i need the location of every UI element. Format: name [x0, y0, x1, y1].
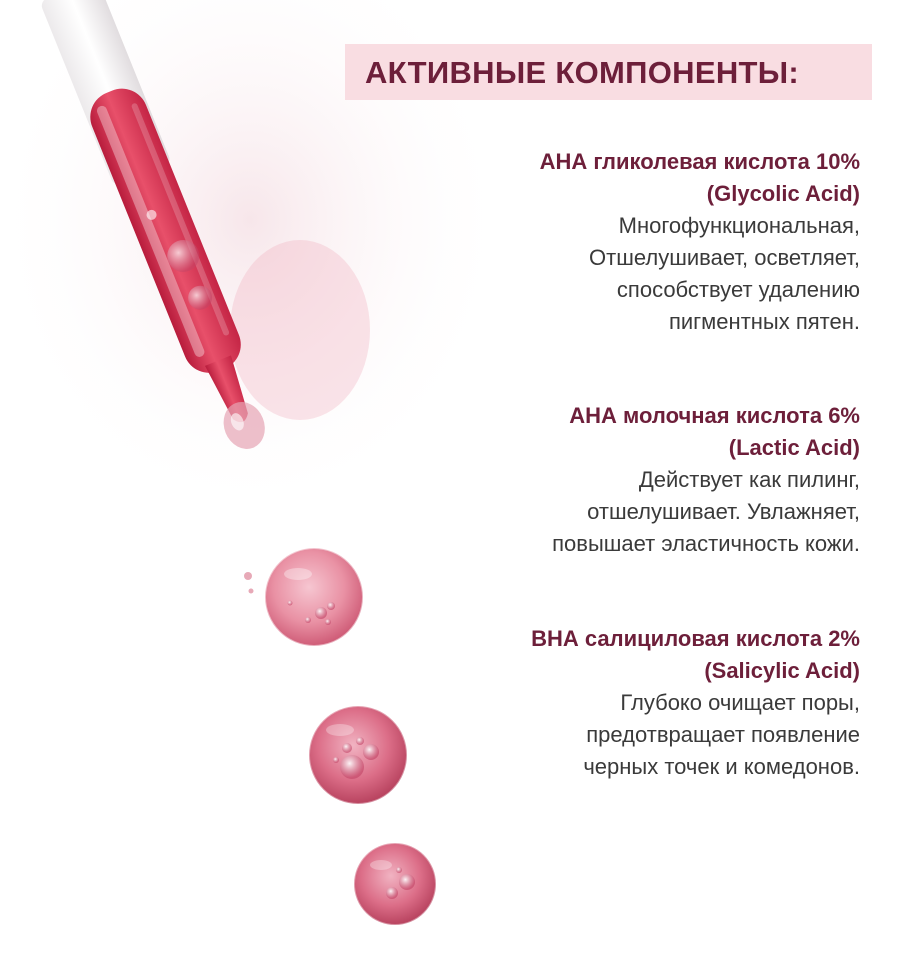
droplet-speck [249, 589, 254, 594]
component-subtitle: (Glycolic Acid) [706, 181, 860, 206]
component-subtitle: (Salicylic Acid) [704, 658, 860, 683]
component-glycolic [540, 146, 860, 338]
serum-drop [265, 548, 363, 646]
component-desc-line: способствует удалению [616, 277, 860, 302]
component-title: АНА молочная кислота 6% [569, 403, 860, 428]
serum-shadow [230, 240, 370, 420]
droplet-speck [244, 572, 252, 580]
component-desc-line: повышает эластичность кожи. [552, 531, 860, 556]
component-desc-line: Глубоко очищает поры, [620, 690, 860, 715]
component-desc-line: пигментных пятен. [668, 309, 860, 334]
component-salicylic [531, 623, 860, 783]
component-desc-line: отшелушивает. Увлажняет, [587, 499, 860, 524]
component-desc-line: Отшелушивает, осветляет, [589, 245, 860, 270]
component-title: АНА гликолевая кислота 10% [539, 149, 860, 174]
component-lactic [552, 400, 860, 560]
serum-drop [309, 706, 407, 804]
component-desc-line: Действует как пилинг, [638, 467, 860, 492]
component-desc-line: предотвращает появление [586, 722, 860, 747]
serum-drop [354, 843, 436, 925]
component-desc-line: черных точек и комедонов. [583, 754, 860, 779]
component-subtitle: (Lactic Acid) [728, 435, 860, 460]
page-title: АКТИВНЫЕ КОМПОНЕНТЫ: [365, 55, 800, 90]
component-title: ВНА салициловая кислота 2% [531, 626, 860, 651]
component-desc-line: Многофункциональная, [618, 213, 860, 238]
